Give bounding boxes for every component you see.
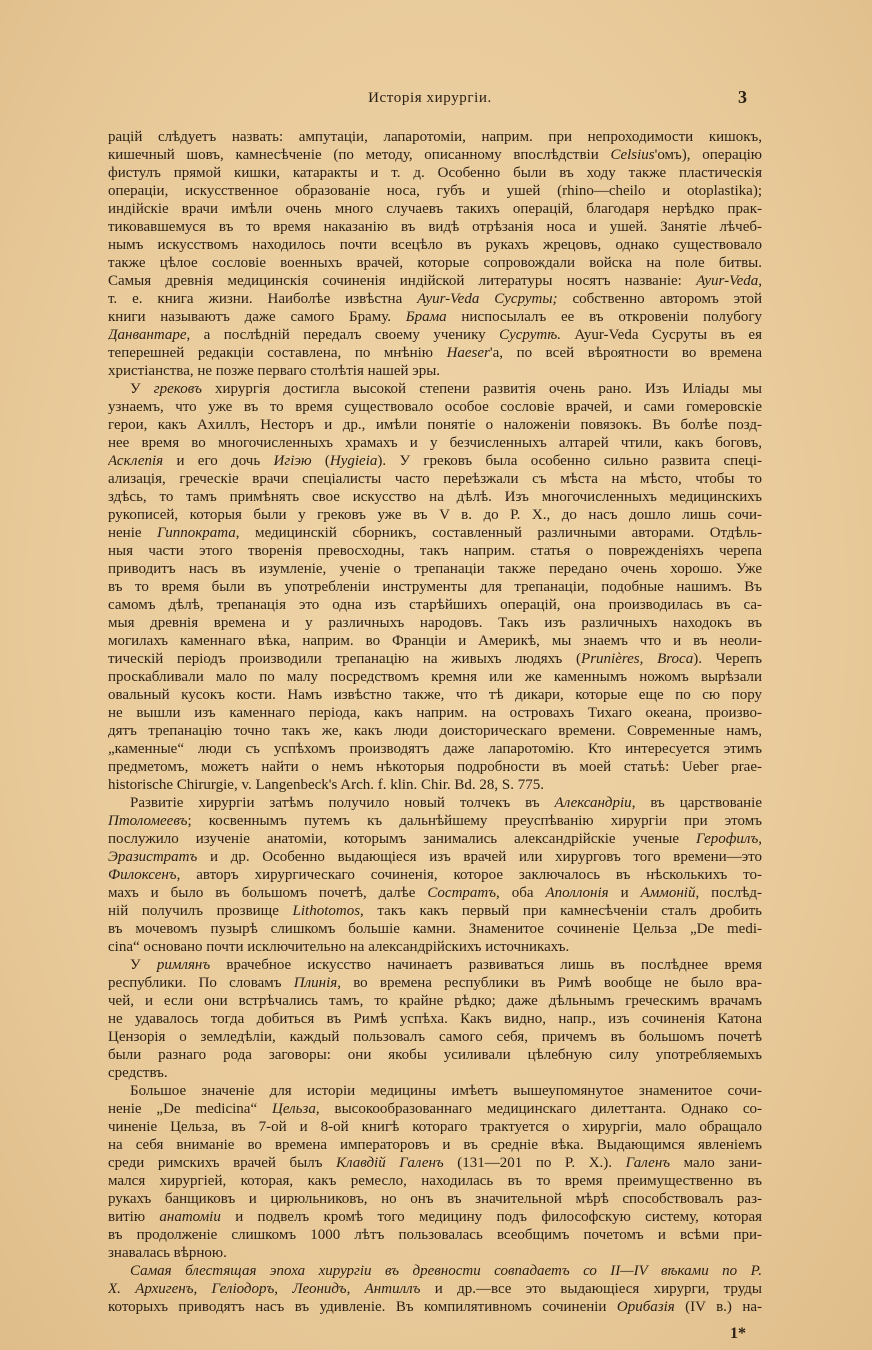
italic-run: Х. Архигенъ, Геліодоръ, Леонидъ, Антиллъ bbox=[108, 1281, 421, 1297]
text-line bbox=[108, 1028, 762, 1046]
italic-run: Игіэю bbox=[273, 453, 312, 469]
italic-run: Haeser bbox=[446, 345, 490, 361]
text-run: и его дочь bbox=[163, 453, 274, 469]
text-run: Цензорія о земледѣліи, каждый пользовалъ самого себя, причемъ въ большомъ почетѣ bbox=[108, 1029, 762, 1045]
text-line bbox=[108, 812, 762, 830]
text-run: т. е. книга жизни. Наиболѣе извѣстна bbox=[108, 291, 418, 307]
paragraph bbox=[108, 794, 762, 956]
text-line bbox=[108, 1136, 762, 1154]
text-line bbox=[108, 956, 762, 974]
text-run: книги называютъ даже самого Браму. bbox=[108, 309, 406, 325]
text-run: У bbox=[130, 381, 154, 397]
text-run: знавалась вѣрною. bbox=[108, 1245, 227, 1261]
text-run: махъ и было въ большомъ почетѣ, далѣе bbox=[108, 885, 428, 901]
body-text bbox=[108, 128, 762, 1316]
italic-run: Самая блестящая эпоха хирургіи въ древности совпадаетъ со II—IV вѣками по Р. bbox=[130, 1263, 762, 1279]
paragraph bbox=[108, 956, 762, 1082]
italic-run: Аммоній bbox=[640, 885, 696, 901]
text-run: республики. По словамъ bbox=[108, 975, 294, 991]
text-run: мался хирургіей, которая, какъ ремесло, находилась въ то время преимущественно въ bbox=[108, 1173, 762, 1189]
text-run: нымъ искусствомъ находилось почти всецѣло въ рукахъ жрецовъ, однако существовало bbox=[108, 237, 762, 253]
text-run: операціи, искусственное образованіе носа, губъ и ушей (rhino—cheilo и otoplastika); bbox=[108, 183, 762, 199]
text-line bbox=[108, 344, 762, 362]
text-run: , а послѣдній передалъ своему ученику bbox=[186, 327, 500, 343]
italic-run: римлянъ bbox=[156, 957, 211, 973]
text-line bbox=[108, 920, 762, 938]
text-run: въ мочевомъ пузырѣ слишкомъ большіе камни. Знаменитое сочиненіе Цельза „De medi- bbox=[108, 921, 762, 937]
paragraph bbox=[108, 1262, 762, 1316]
text-run: и подвелъ кромѣ того медицину подъ философскую систему, которая bbox=[220, 1209, 762, 1225]
italic-run: Филоксенъ bbox=[108, 867, 177, 883]
text-run: (131—201 по Р. Х.). bbox=[443, 1155, 626, 1171]
text-run: были разнаго рода заговоры: они якобы усиливали цѣлебную силу употребляемыхъ bbox=[108, 1047, 762, 1063]
italic-run: Галенъ bbox=[625, 1155, 671, 1171]
text-line bbox=[108, 272, 762, 290]
text-run: ( bbox=[311, 453, 330, 469]
text-run: cina“ основано почти исключительно на александрійскихъ источникахъ. bbox=[108, 939, 570, 955]
text-line bbox=[108, 146, 762, 164]
italic-run: Данвантаре bbox=[108, 327, 187, 343]
text-line bbox=[108, 326, 762, 344]
text-line bbox=[108, 380, 762, 398]
text-run: ). Черепъ bbox=[693, 651, 762, 667]
text-run: , во времена республики въ Римѣ вообще не было вра- bbox=[337, 975, 762, 991]
text-line bbox=[108, 200, 762, 218]
text-run: которыхъ приводятъ насъ въ удивленіе. Въ компилятивномъ сочиненіи bbox=[108, 1299, 617, 1315]
text-line bbox=[108, 830, 762, 848]
text-run: въ то время были въ употребленіи инструменты для трепанаціи, подобные нашимъ. Въ bbox=[108, 579, 762, 595]
text-line bbox=[108, 560, 762, 578]
text-run: и др.—все это выдающіеся хирурги, труды bbox=[420, 1281, 762, 1297]
text-run: дятъ трепанацію точно такъ же, какъ люди доисторическаго времени. Современные намъ, bbox=[108, 723, 762, 739]
text-line bbox=[108, 1010, 762, 1028]
italic-run: грековъ bbox=[153, 381, 202, 397]
text-run: индійскіе врачи имѣли очень много случаевъ такихъ операцій, благодаря нерѣдко прак- bbox=[108, 201, 762, 217]
text-run: historische Chirurgie, v. Langenbeck's Arch. f. klin. Chir. Bd. 28, S. 775. bbox=[108, 777, 544, 793]
text-run: ). У грековъ была особенно сильно развита спеці- bbox=[377, 453, 762, 469]
text-run: христіанства, не позже перваго столѣтія нашей эры. bbox=[108, 363, 441, 379]
text-line bbox=[108, 362, 762, 380]
text-run: самомъ дѣлѣ, трепанація это одна изъ старѣйшихъ операцій, она производилась въ са- bbox=[108, 597, 762, 613]
italic-run: Герофилъ bbox=[696, 831, 759, 847]
text-run: 'омъ), операцію bbox=[654, 147, 762, 163]
italic-run: Птоломеевъ bbox=[108, 813, 188, 829]
text-line bbox=[108, 938, 762, 956]
text-run: не удавалось тогда добиться въ Римѣ успѣха. Какъ видно, напр., изъ сочиненія Катона bbox=[108, 1011, 762, 1027]
text-run: герои, какъ Ахиллъ, Несторъ и др., имѣли понятіе о наложеніи повязокъ. Въ болѣе позд- bbox=[108, 417, 762, 433]
italic-run: Александріи bbox=[554, 795, 632, 811]
text-run: У bbox=[130, 957, 157, 973]
text-line bbox=[108, 1154, 762, 1172]
text-run: тиковавшемуся въ то время наказанію въ видѣ отрѣзанія носа и ушей. Занятіе лѣчеб- bbox=[108, 219, 762, 235]
text-run: (IV в.) на- bbox=[674, 1299, 762, 1315]
text-line bbox=[108, 686, 762, 704]
text-run: ализація, греческіе врачи спеціалисты часто переѣзжали съ мѣста на мѣсто, чтобы то bbox=[108, 471, 762, 487]
running-title: Исторія хирургіи. bbox=[368, 90, 492, 106]
text-line bbox=[108, 470, 762, 488]
text-line bbox=[108, 866, 762, 884]
italic-run: Аполлонія bbox=[545, 885, 609, 901]
italic-run: Орибазія bbox=[616, 1299, 675, 1315]
text-line bbox=[108, 1280, 762, 1298]
text-line bbox=[108, 848, 762, 866]
text-run: витію bbox=[108, 1209, 160, 1225]
text-run: фистулъ прямой кишки, катаракты и т. д. Особенно были въ ходу также пластическія bbox=[108, 165, 762, 181]
text-run: Развитіе хирургіи затѣмъ получило новый толчекъ въ bbox=[130, 795, 555, 811]
italic-run: Цельза bbox=[272, 1101, 316, 1117]
text-run: , bbox=[758, 831, 762, 847]
text-line bbox=[108, 704, 762, 722]
text-line bbox=[108, 542, 762, 560]
text-run: врачебное искусство начинаетъ развиваться лишь въ послѣднее время bbox=[210, 957, 762, 973]
text-line bbox=[108, 416, 762, 434]
text-run: хирургія достигла высокой степени развитія очень рано. Изъ Иліады мы bbox=[201, 381, 762, 397]
text-run: здѣсь, то тамъ примѣнять свое искусство на дѣлѣ. Изъ многочисленныхъ медицинскихъ bbox=[108, 489, 762, 505]
text-line bbox=[108, 1082, 762, 1100]
text-run: ній получилъ прозвище bbox=[108, 903, 293, 919]
text-run: нее время во многочисленныхъ храмахъ и у безчисленныхъ алтарей чтили, какъ боговъ, bbox=[108, 435, 762, 451]
text-run: , высокообразованнаго медицинскаго дилеттанта. Однако со- bbox=[315, 1101, 762, 1117]
text-run: собственно авторомъ этой bbox=[557, 291, 762, 307]
text-run: , медицинскій сборникъ, составленный различными авторами. Отдѣль- bbox=[235, 525, 762, 541]
italic-run: Hygieia bbox=[329, 453, 378, 469]
text-run: , такъ какъ первый при камнесѣченіи сталъ дробить bbox=[360, 903, 762, 919]
italic-run: Celsius bbox=[610, 147, 655, 163]
paragraph bbox=[108, 128, 762, 380]
text-line bbox=[108, 1100, 762, 1118]
text-line bbox=[108, 182, 762, 200]
text-line bbox=[108, 776, 762, 794]
text-line bbox=[108, 596, 762, 614]
text-run: , въ царствованіе bbox=[631, 795, 762, 811]
text-run: могилахъ каменнаго вѣка, наприм. во Франціи и Америкѣ, мы знаемъ что и въ неоли- bbox=[108, 633, 762, 649]
italic-run: Эразистратъ bbox=[108, 849, 198, 865]
text-run: мыя древнія времена и у различныхъ народовъ. Такъ изъ различныхъ находокъ въ bbox=[108, 615, 762, 631]
text-line bbox=[108, 794, 762, 812]
text-line bbox=[108, 722, 762, 740]
text-run: приводитъ насъ въ изумленіе, ученіе о трепанаціи также передано очень хорошо. Уже bbox=[108, 561, 762, 577]
paragraph bbox=[108, 380, 762, 794]
italic-run: Сусрутѣ. bbox=[499, 327, 561, 343]
text-line bbox=[108, 632, 762, 650]
text-line bbox=[108, 992, 762, 1010]
text-run: на себя вниманіе во времена императоровъ и въ средніе вѣка. Выдающимся явленіемъ bbox=[108, 1137, 762, 1153]
text-line bbox=[108, 1118, 762, 1136]
text-line bbox=[108, 434, 762, 452]
text-run: чиненіе Цельза, въ 7-ой и 8-ой книгѣ котораго трактуется о хирургіи, мало обращало bbox=[108, 1119, 762, 1135]
text-run: Самыя древнія медицинскія сочиненія индійской литературы носятъ названіе: bbox=[108, 273, 697, 289]
text-line bbox=[108, 1190, 762, 1208]
text-run: не вышли изъ каменнаго періода, какъ наприм. на островахъ Тихаго океана, произво- bbox=[108, 705, 762, 721]
text-run: чей, и если они встрѣчались тамъ, то крайне рѣдко; даже дѣльнымъ греческимъ врачамъ bbox=[108, 993, 762, 1009]
text-run: и др. Особенно выдающіеся изъ врачей или хирурговъ того времени—это bbox=[197, 849, 762, 865]
text-run: неніе bbox=[108, 525, 158, 541]
text-run: тическій періодъ производили трепанацію на живыхъ людяхъ ( bbox=[108, 651, 582, 667]
text-run: рацій слѣдуетъ назвать: ампутаціи, лапаротоміи, наприм. при непроходимости кишокъ, bbox=[108, 129, 762, 145]
page-number: 3 bbox=[738, 87, 747, 107]
text-run: ныя части этого творенія превосходны, такъ наприм. статья о поврежденіяхъ черепа bbox=[108, 543, 762, 559]
text-line bbox=[108, 1226, 762, 1244]
text-run: узнаемъ, что уже въ то время существовало особое сословіе врачей, и сами гомеровскіе bbox=[108, 399, 762, 415]
text-run: Ayur-Veda Сусруты въ ея bbox=[560, 327, 762, 343]
text-line bbox=[108, 452, 762, 470]
text-line bbox=[108, 758, 762, 776]
text-line bbox=[108, 1262, 762, 1280]
text-line bbox=[108, 614, 762, 632]
text-run: среди римскихъ врачей былъ bbox=[108, 1155, 337, 1171]
italic-run: Ayur-Veda bbox=[696, 273, 759, 289]
italic-run: Lithotomos bbox=[292, 903, 361, 919]
italic-run: Гиппократа bbox=[157, 525, 236, 541]
signature-mark: 1* bbox=[730, 1325, 746, 1342]
italic-run: Плинія bbox=[293, 975, 338, 991]
text-line bbox=[108, 1298, 762, 1316]
text-line bbox=[108, 884, 762, 902]
text-run: рукахъ банщиковъ и цирюльниковъ, но онъ въ значительной мѣрѣ способствовалъ раз- bbox=[108, 1191, 762, 1207]
italic-run: Prunières, Broca bbox=[581, 651, 694, 667]
text-line bbox=[108, 1046, 762, 1064]
paragraph bbox=[108, 1082, 762, 1262]
italic-run: Асклепія bbox=[108, 453, 164, 469]
text-run: 'а, по всей вѣроятности во времена bbox=[489, 345, 762, 361]
text-run: послужило изученіе анатоміи, которымъ занимались александрійскіе ученые bbox=[108, 831, 697, 847]
text-line bbox=[108, 506, 762, 524]
text-line bbox=[108, 740, 762, 758]
text-run: Большое значеніе для исторіи медицины имѣетъ вышеупомянутое знаменитое сочи- bbox=[130, 1083, 762, 1099]
text-run: овальный кусокъ кости. Намъ извѣстно также, что тѣ дикари, которые еще по сю пору bbox=[108, 687, 762, 703]
text-line bbox=[108, 668, 762, 686]
text-line bbox=[108, 218, 762, 236]
text-run: ниспосылалъ ее въ откровеніи полубогу bbox=[446, 309, 762, 325]
text-line bbox=[108, 974, 762, 992]
text-run: средствъ. bbox=[108, 1065, 168, 1081]
text-run: , оба bbox=[496, 885, 546, 901]
text-line bbox=[108, 290, 762, 308]
text-line bbox=[108, 254, 762, 272]
text-line bbox=[108, 902, 762, 920]
text-run: рукописей, которыя были у грековъ уже въ V в. до Р. Х., до насъ дошло лишь сочи- bbox=[108, 507, 762, 523]
text-line bbox=[108, 1172, 762, 1190]
italic-run: Ayur-Veda Сусруты; bbox=[417, 291, 558, 307]
text-run: ; косвеннымъ путемъ къ дальнѣйшему преуспѣванію хирургіи при этомъ bbox=[187, 813, 762, 829]
text-line bbox=[108, 1064, 762, 1082]
italic-run: Брама bbox=[405, 309, 447, 325]
text-run: теперешней редакціи составлена, по мнѣнію bbox=[108, 345, 447, 361]
text-run: въ продолженіе слишкомъ 1000 лѣтъ пользовалась всеобщимъ почетомъ и всѣми при- bbox=[108, 1227, 762, 1243]
text-line bbox=[108, 1244, 762, 1262]
text-line bbox=[108, 398, 762, 416]
text-line bbox=[108, 236, 762, 254]
text-run: кишечный шовъ, камнесѣченіе (по методу, описанному впослѣдствіи bbox=[108, 147, 611, 163]
text-run: и bbox=[608, 885, 641, 901]
italic-run: Состратъ bbox=[427, 885, 497, 901]
text-run: , авторъ хирургическаго сочиненія, которое заключалось въ нѣсколькихъ то- bbox=[176, 867, 762, 883]
text-run: неніе „De medicina“ bbox=[108, 1101, 273, 1117]
text-line bbox=[108, 578, 762, 596]
text-run: мало зани- bbox=[670, 1155, 762, 1171]
italic-run: анатоміи bbox=[159, 1209, 221, 1225]
text-run: , bbox=[758, 273, 762, 289]
text-run: проскабливали мало по малу посредствомъ кремня или же каменнымъ ножомъ вырѣзали bbox=[108, 669, 762, 685]
text-line bbox=[108, 164, 762, 182]
text-line bbox=[108, 650, 762, 668]
text-run: также цѣлое сословіе военныхъ врачей, которые сопровождали войска на поле битвы. bbox=[108, 255, 762, 271]
text-run: , послѣд- bbox=[695, 885, 762, 901]
text-line bbox=[108, 1208, 762, 1226]
text-line bbox=[108, 308, 762, 326]
text-line bbox=[108, 128, 762, 146]
text-run: „каменные“ люди съ успѣхомъ производятъ даже лапаротомію. Кто интересуется этимъ bbox=[108, 741, 762, 757]
text-run: предметомъ, можетъ найти о немъ нѣкоторыя подробности въ моей статьѣ: Ueber prae- bbox=[108, 759, 762, 775]
text-line bbox=[108, 488, 762, 506]
italic-run: Клавдій Галенъ bbox=[336, 1155, 444, 1171]
text-line bbox=[108, 524, 762, 542]
